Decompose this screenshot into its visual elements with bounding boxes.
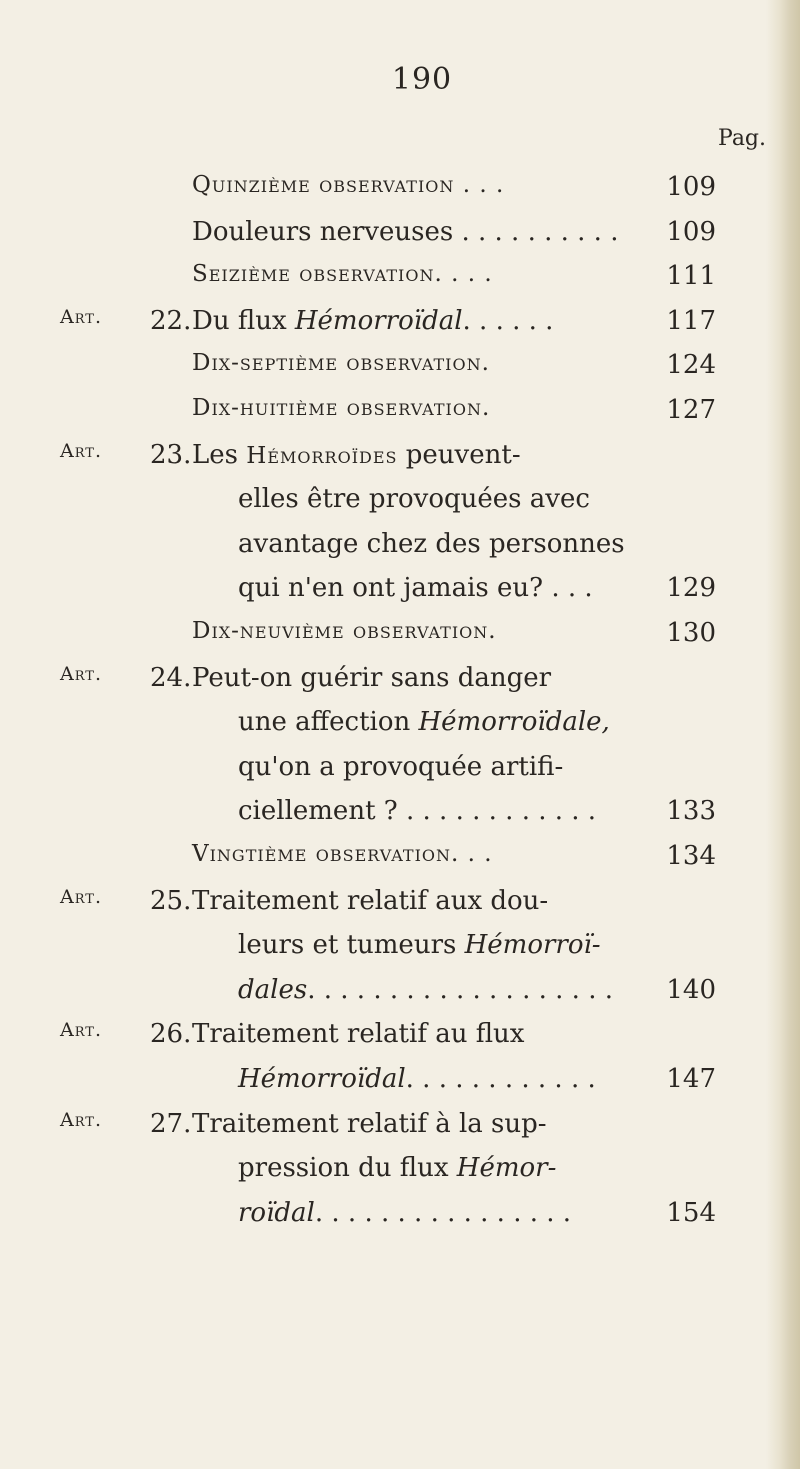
toc-row bbox=[0, 930, 800, 970]
entry-text-post: . . . . . . . . . . . . bbox=[405, 1064, 596, 1094]
entry-text-italic: Hémorroïdal bbox=[238, 1064, 406, 1094]
toc-row bbox=[0, 1019, 800, 1059]
entry-text: Vingtième observation. . . bbox=[192, 841, 493, 867]
toc-row bbox=[0, 395, 800, 435]
article-label: Art. bbox=[60, 662, 102, 685]
entry-text-pre: Les bbox=[192, 439, 247, 470]
article-label: Art. bbox=[60, 439, 102, 462]
entry-text bbox=[192, 440, 521, 470]
article-number: 26. bbox=[150, 1019, 192, 1050]
entry-text bbox=[238, 1064, 596, 1094]
entry-text-smallcaps: Hémorroïdes bbox=[246, 442, 398, 469]
entry-text: Douleurs nerveuses . . . . . . . . . . bbox=[192, 216, 619, 247]
toc-row bbox=[0, 975, 800, 1015]
entry-text-italic: Hémorroïdale, bbox=[418, 707, 610, 738]
entry-text: qu'on a provoquée artifi- bbox=[238, 751, 564, 782]
toc-row bbox=[0, 350, 800, 390]
pag-column-header: Pag. bbox=[718, 126, 767, 151]
entry-text-italic: Hémorroï- bbox=[464, 930, 601, 961]
page-ref: 109 bbox=[666, 216, 716, 247]
entry-text: elles être provoquées avec bbox=[238, 484, 590, 515]
page-ref: 111 bbox=[666, 261, 716, 292]
entry-text: Quinzième observation . . . bbox=[192, 172, 505, 198]
entry-text-italic: roïdal bbox=[238, 1197, 315, 1228]
entry-text: Peut-on guérir sans danger bbox=[192, 662, 552, 693]
entry-text-italic: Hémorroïdal bbox=[294, 305, 463, 336]
entry-text-pre: pression du flux bbox=[238, 1153, 457, 1184]
entry-text-post: . . . . . . bbox=[462, 305, 554, 336]
toc-row bbox=[0, 261, 800, 301]
toc-row bbox=[0, 172, 800, 212]
article-label: Art. bbox=[60, 1019, 102, 1042]
entry-text: avantage chez des personnes bbox=[238, 528, 625, 559]
page-ref: 147 bbox=[666, 1064, 716, 1094]
entry-text-italic: Hémor- bbox=[456, 1153, 557, 1184]
entry-text bbox=[238, 1153, 556, 1183]
toc-row bbox=[0, 306, 800, 346]
toc-row bbox=[0, 529, 800, 569]
page-ref: 117 bbox=[666, 305, 716, 336]
toc-row bbox=[0, 796, 800, 836]
entry-text: Traitement relatif à la sup- bbox=[192, 1108, 547, 1139]
article-number: 24. bbox=[150, 662, 192, 693]
entry-text-italic: dales bbox=[238, 974, 308, 1005]
entry-text bbox=[238, 975, 613, 1005]
toc-row bbox=[0, 886, 800, 926]
entry-text: ciellement ? . . . . . . . . . . . . bbox=[238, 796, 597, 827]
page-ref: 127 bbox=[666, 395, 716, 425]
toc-row bbox=[0, 1064, 800, 1104]
page-ref: 154 bbox=[666, 1197, 716, 1228]
entry-text bbox=[192, 306, 553, 336]
toc-row bbox=[0, 440, 800, 480]
page-ref: 124 bbox=[666, 350, 716, 381]
toc-row bbox=[0, 484, 800, 524]
toc-row bbox=[0, 1109, 800, 1149]
toc-row bbox=[0, 752, 800, 792]
toc-row bbox=[0, 841, 800, 881]
entry-text-post: . . . . . . . . . . . . . . . . . . . bbox=[307, 974, 613, 1005]
page-ref: 130 bbox=[666, 618, 716, 648]
page-ref: 140 bbox=[666, 974, 716, 1005]
entry-text: Seizième observation. . . . bbox=[192, 261, 493, 288]
article-number: 25. bbox=[150, 885, 192, 916]
article-number: 23. bbox=[150, 439, 192, 470]
article-number: 22. bbox=[150, 305, 192, 336]
toc-row bbox=[0, 707, 800, 747]
page-ref: 109 bbox=[666, 172, 716, 202]
toc-row bbox=[0, 1153, 800, 1193]
toc-row bbox=[0, 1198, 800, 1238]
entry-text: Dix-huitième observation. bbox=[192, 395, 491, 421]
page-ref: 129 bbox=[666, 573, 716, 604]
entry-text-post: peuvent- bbox=[397, 439, 521, 470]
entry-text-pre: une affection bbox=[238, 707, 419, 738]
entry-text-pre: leurs et tumeurs bbox=[238, 930, 465, 961]
toc-row bbox=[0, 618, 800, 658]
entry-text bbox=[238, 707, 610, 737]
article-label: Art. bbox=[60, 1108, 102, 1131]
page-ref: 134 bbox=[666, 841, 716, 871]
toc-row bbox=[0, 573, 800, 613]
toc-row bbox=[0, 663, 800, 703]
article-label: Art. bbox=[60, 305, 102, 328]
entry-text bbox=[238, 930, 601, 960]
entry-text: Dix-septième observation. bbox=[192, 350, 490, 377]
article-number: 27. bbox=[150, 1108, 192, 1139]
entry-text-pre: Du flux bbox=[192, 305, 295, 336]
page-ref: 133 bbox=[666, 796, 716, 827]
entry-text: Traitement relatif au flux bbox=[192, 1019, 525, 1050]
entry-text: Traitement relatif aux dou- bbox=[192, 885, 549, 916]
page-number: 190 bbox=[391, 62, 453, 97]
entry-text: qui n'en ont jamais eu? . . . bbox=[238, 573, 593, 604]
article-label: Art. bbox=[60, 885, 102, 908]
entry-text-post: . . . . . . . . . . . . . . . . bbox=[314, 1197, 572, 1228]
entry-text bbox=[238, 1198, 571, 1228]
entry-text: Dix-neuvième observation. bbox=[192, 618, 497, 644]
toc-row bbox=[0, 217, 800, 257]
